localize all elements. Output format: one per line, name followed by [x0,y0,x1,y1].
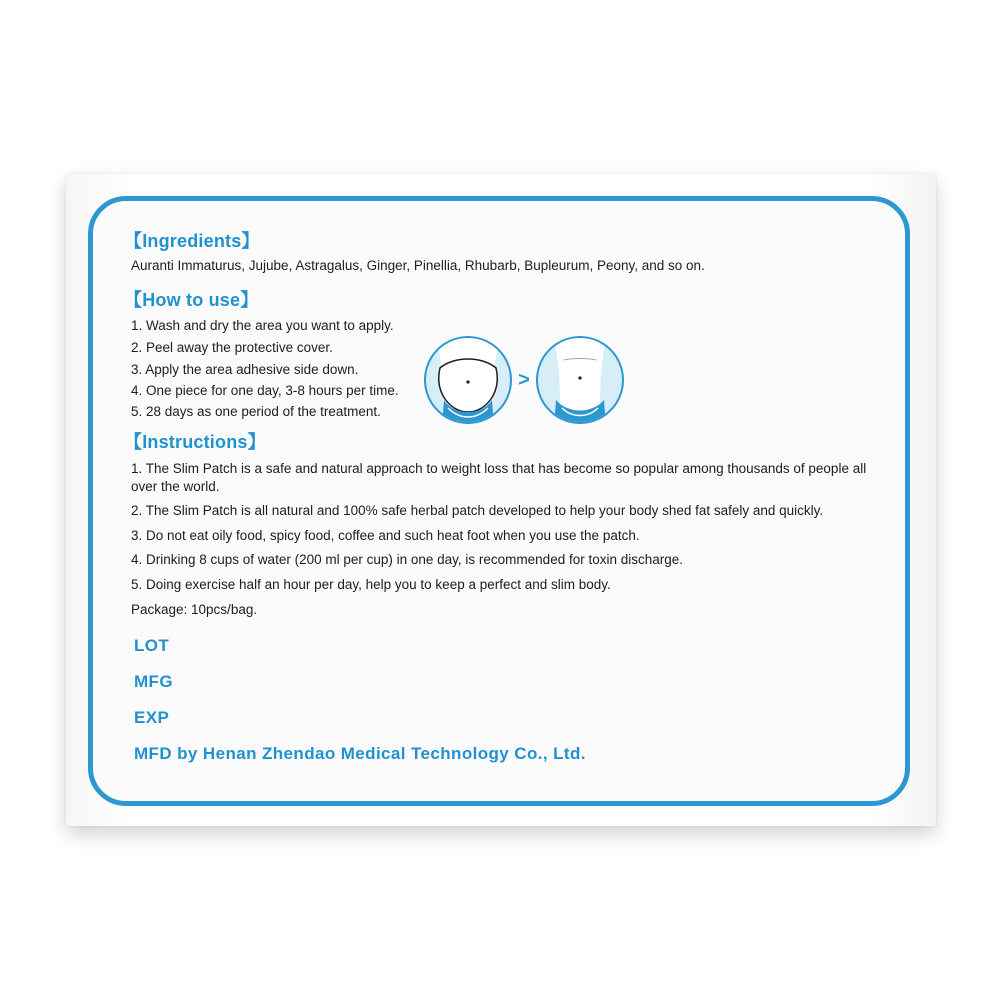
instructions-heading: 【Instructions】 [124,432,266,452]
instruction-item-2: 2. The Slim Patch is all natural and 100% safe herbal patch developed to help your body shed fat safely and quickly. [131,503,824,518]
how-to-use-step-5: 5. 28 days as one period of the treatment. [131,404,381,419]
ingredients-heading: 【Ingredients】 [124,231,260,251]
belly-after-icon [534,330,624,430]
lot-label: LOT [134,636,170,655]
how-to-use-step-4: 4. One piece for one day, 3-8 hours per time. [131,383,399,398]
label-panel [88,196,910,806]
how-to-use-step-3: 3. Apply the area adhesive side down. [131,362,359,377]
how-to-use-step-2: 2. Peel away the protective cover. [131,340,333,355]
manufacturer-label: MFD by Henan Zhendao Medical Technology Co., Ltd. [134,744,586,763]
instruction-item-5: 5. Doing exercise half an hour per day, help you to keep a perfect and slim body. [131,577,611,592]
application-illustration [424,330,624,430]
exp-label: EXP [134,708,170,727]
instruction-item-4: 4. Drinking 8 cups of water (200 ml per cup) in one day, is recommended for toxin discharge. [131,552,684,567]
how-to-use-step-1: 1. Wash and dry the area you want to apply. [131,318,394,333]
arrow-label: > [518,369,530,391]
instruction-item-1: 1. The Slim Patch is a safe and natural approach to weight loss that has become so popular among thousands of people all over the world. [131,461,867,494]
ingredients-text: Auranti Immaturus, Jujube, Astragalus, Ginger, Pinellia, Rhubarb, Bupleurum, Peony, and so on. [131,258,705,273]
package-info: Package: 10pcs/bag. [131,602,258,617]
belly-before-icon [424,330,524,430]
mfg-label: MFG [134,672,173,691]
instruction-item-3: 3. Do not eat oily food, spicy food, coffee and such heat foot when you use the patch. [131,528,640,543]
how-to-use-heading: 【How to use】 [124,290,259,310]
